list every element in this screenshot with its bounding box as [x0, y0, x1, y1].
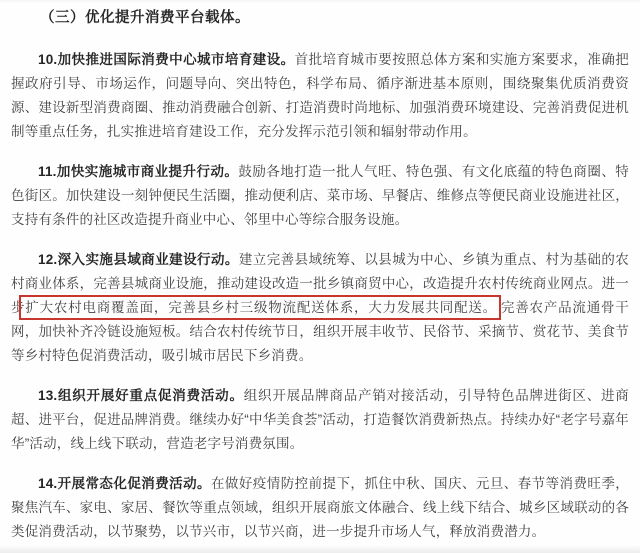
paragraph-14 [11, 472, 629, 544]
highlighted-annotation-text: 扩大农村电商覆盖面，完善县乡村三级物流配送体系，大力发展共同配送。 [19, 295, 501, 320]
paragraph-text: 鼓励各地打造一批人气旺、特色强、有文化底蕴的特色商圈、特色街区。加快建设一刻钟便民生活圈，推动便利店、菜市场、早餐店、维修点等便民商业设施进社区，支持有条件的社区改造提升商业中心、邻里中心等综合服务设施。 [11, 164, 629, 227]
paragraph-11 [11, 160, 629, 232]
paragraph-text: 组织开展品牌商品产销对接活动，引导特色品牌进街区、进商超、进平台，促进品牌消费。继续办好“中华美食荟”活动，打造餐饮消费新热点。持续办好“老字号嘉年华”活动，线上线下联动，营造老字号消费氛围。 [11, 388, 630, 451]
paragraph-10 [11, 48, 629, 144]
paragraph-13 [11, 384, 629, 456]
paragraph-lead: 11.加快实施城市商业提升行动。 [38, 164, 239, 179]
paragraph-text: 首批培育城市要按照总体方案和实施方案要求，准确把握政府引导、市场运作，问题导向、突出特色，科学布局、循序渐进基本原则，围绕聚集优质消费资源、建设新型消费商圈、推动消费融合创新、打造消费时尚地标、加强消费环境建设、完善消费促进机制等重点任务，扎实推进培育建设工作，充分发挥示范引领和辐射带动作用。 [11, 52, 629, 139]
section-heading: （三）优化提升消费平台载体。 [40, 10, 250, 26]
paragraph-12 [11, 248, 629, 368]
paragraph-text: 建立完善县域统筹、以县城为中心、乡镇为重点、村为基础的农村商业体系，完善县城商业设施，推动建设改造一批乡镇商贸中心，改造提升农村传统商业网点。进一步 [11, 252, 629, 315]
paragraph-lead: 13.组织开展好重点促消费活动。 [38, 388, 244, 403]
paragraph-text: 完善农产品流通骨干网，加快补齐冷链设施短板。结合农村传统节日，组织开展丰收节、民俗节、采摘节、赏花节、美食节等乡村特色促消费活动，吸引城市居民下乡消费。 [11, 300, 629, 363]
paragraph-lead: 12.深入实施县域商业建设行动。 [38, 252, 239, 267]
paragraph-lead: 10.加快推进国际消费中心城市培育建设。 [38, 52, 295, 67]
paragraph-lead: 14.开展常态化促消费活动。 [38, 476, 211, 491]
paragraph-text: 在做好疫情防控前提下，抓住中秋、国庆、元旦、春节等消费旺季，聚焦汽车、家电、家居、餐饮等重点领域，组织开展商旅文体融合、线上线下结合、城乡区域联动的各类促消费活动，以节聚势，以节兴市，以节兴商，进一步提升市场人气，释放消费潜力。 [11, 476, 630, 539]
document-body [11, 48, 629, 544]
